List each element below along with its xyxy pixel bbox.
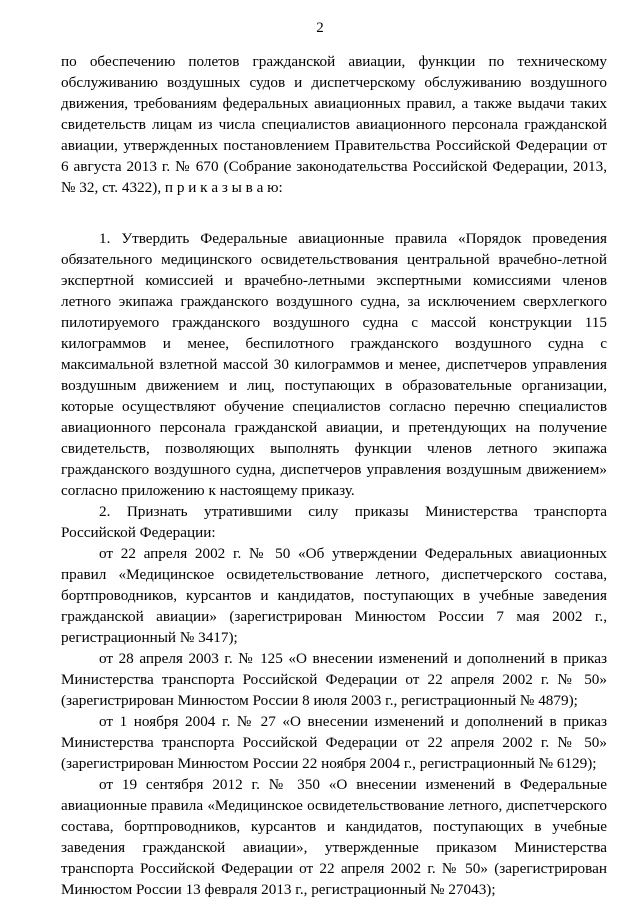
paragraph-approve-rules: 1. Утвердить Федеральные авиационные правила «Порядок проведения обязательного медицинского освидетельствования центральной врачебно-летной экспертной комиссией и врачебно-летными экспертными комиссиями членов летного экипажа гражданского воздушного судна, за исключением сверхлегкого пилотируемого гражданского воздушного судна с массой конструкции 115 килограммов и менее, беспилотного гражданского воздушного судна с максимальной взлетной массой 30 килограммов и менее, диспетчеров управления воздушным движением и лиц, поступающих в образовательные организации, которые осуществляют обучение специалистов согласно перечню специалистов авиационного персонала гражданской авиации, и претендующих на получение свидетельств, позволяющих выполнять функции членов летного экипажа гражданского воздушного судна, диспетчеров управления воздушным движением» согласно приложению к настоящему приказу. [61, 230, 607, 499]
repealed-order-2002-50: от 22 апреля 2002 г. № 50 «Об утверждении Федеральных авиационных правил «Медицинское освидетельствование летного, диспетчерского состава, бортпроводников, курсантов и кандидатов, поступающих в учебные заведения гражданской авиации» (зарегистрирован Минюстом России 7 мая 2002 г., регистрационный № 3417); [61, 545, 607, 646]
paragraph-repeal-orders: 2. Признать утратившими силу приказы Министерства транспорта Российской Федерации: [61, 503, 607, 541]
intro-paragraph: по обеспечению полетов гражданской авиации, функции по техническому обслуживанию воздушных судов и диспетчерскому обслуживанию воздушного движения, требованиям федеральных авиационных правил, а также выдачи таких свидетельств лицам из числа специалистов авиационного персонала гражданской авиации, утвержденных постановлением Правительства Российской Федерации от 6 августа 2013 г. № 670 (Собрание законодательства Российской Федерации, 2013, № 32, ст. 4322), п р и к а з ы в а ю: [61, 53, 607, 196]
order-body [61, 228, 607, 900]
repealed-order-2012-350: от 19 сентября 2012 г. № 350 «О внесении изменений в Федеральные авиационные правила «Медицинское освидетельствование летного, диспетчерского состава, бортпроводников, курсантов и кандидатов, поступающих в учебные заведения гражданской авиации», утвержденные приказом Министерства транспорта Российской Федерации от 22 апреля 2002 г. № 50» (зарегистрирован Минюстом России 13 февраля 2013 г., регистрационный № 27043); [61, 776, 607, 898]
repealed-order-2003-125: от 28 апреля 2003 г. № 125 «О внесении изменений и дополнений в приказ Министерства транспорта Российской Федерации от 22 апреля 2002 г. № 50» (зарегистрирован Минюстом России 8 июля 2003 г., регистрационный № 4879); [61, 650, 607, 709]
page-number: 2 [316, 20, 324, 36]
repealed-order-2004-27: от 1 ноября 2004 г. № 27 «О внесении изменений и дополнений в приказ Министерства транспорта Российской Федерации от 22 апреля 2002 г. № 50» (зарегистрирован Минюстом России 22 ноября 2004 г., регистрационный № 6129); [61, 713, 607, 772]
intro-block [61, 51, 607, 198]
